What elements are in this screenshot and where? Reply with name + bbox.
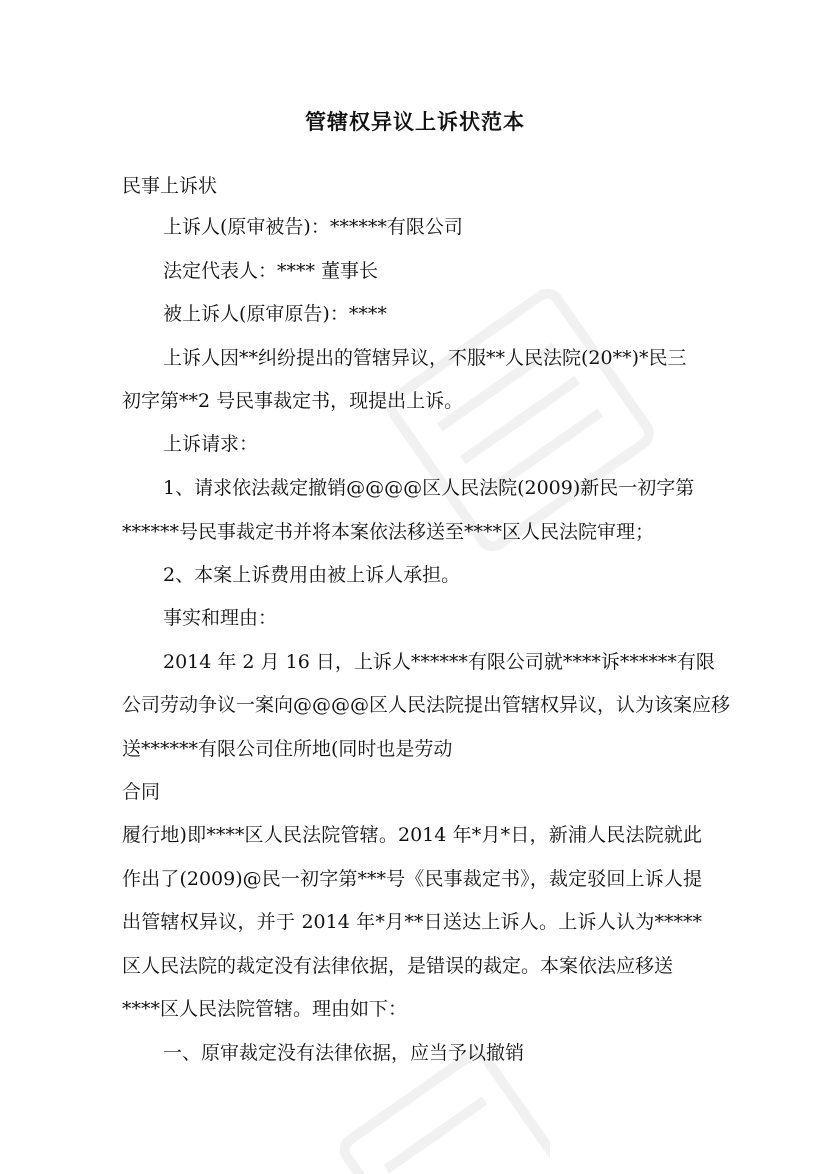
text-line: 一、原审裁定没有法律依据，应当予以撤销 (163, 1042, 525, 1064)
text-line: 民事上诉状 (122, 175, 218, 197)
watermark-stamp-lower (330, 1050, 550, 1174)
text-line: 上诉人因**纠纷提出的管辖异议，不服**人民法院(20**)*民三 (163, 347, 687, 369)
text-line: 区人民法院的裁定没有法律依据，是错误的裁定。本案依法应移送 (122, 955, 674, 977)
text-line: 合同 (122, 781, 161, 803)
text-line: ******号民事裁定书并将本案依法移送至****区人民法院审理； (122, 521, 655, 543)
text-line: 被上诉人(原审原告)：**** (163, 303, 387, 325)
text-line: 履行地)即****区人民法院管辖。2014 年*月*日，新浦人民法院就此 (122, 824, 702, 846)
text-line: ****区人民法院管辖。理由如下： (122, 998, 408, 1020)
text-line: 作出了(2009)@民一初字第***号《民事裁定书》，裁定驳回上诉人提 (122, 868, 702, 890)
text-line: 公司劳动争议一案向@@@@区人民法院提出管辖权异议，认为该案应移 (122, 694, 731, 716)
text-line: 送******有限公司住所地(同时也是劳动 (122, 738, 453, 760)
text-line: 1、请求依法裁定撤销@@@@区人民法院(2009)新民一初字第 (163, 477, 695, 499)
text-line: 上诉人(原审被告)：******有限公司 (163, 216, 463, 238)
text-line: 事实和理由： (163, 607, 278, 629)
text-line: 出管辖权异议，并于 2014 年*月**日送达上诉人。上诉人认为***** (122, 911, 702, 933)
text-line: 初字第**2 号民事裁定书，现提出上诉。 (122, 390, 464, 412)
text-line: 2014 年 2 月 16 日，上诉人******有限公司就****诉******有限 (163, 651, 715, 673)
document-title: 管辖权异议上诉状范本 (305, 110, 525, 134)
text-line: 法定代表人：**** 董事长 (163, 260, 379, 282)
text-line: 上诉请求： (163, 433, 259, 455)
text-line: 2、本案上诉费用由被上诉人承担。 (163, 564, 461, 586)
